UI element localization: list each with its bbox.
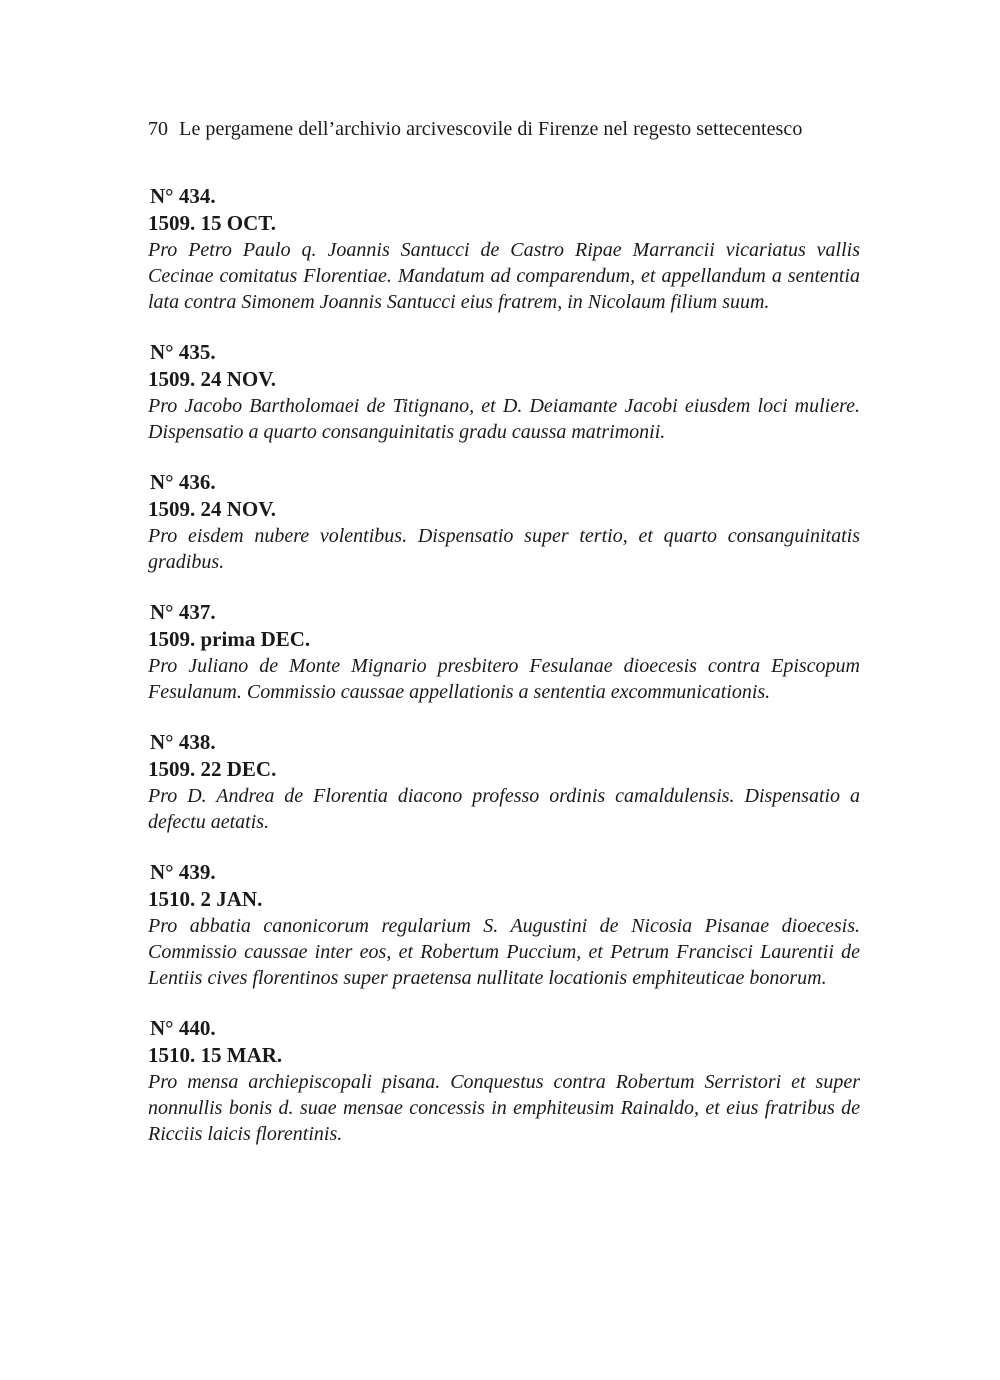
entry-date: 1510. 2 JAN. <box>148 887 263 911</box>
entry-438 <box>148 729 860 835</box>
entry-summary: Pro D. Andrea de Florentia diacono professo ordinis camaldulensis. Dispensatio a defectu aetatis. <box>148 785 860 833</box>
entry-summary: Pro Juliano de Monte Mignario presbitero Fesulanae dioecesis contra Episcopum Fesulanum. Commissio caussae appellationis a sententia excommunicationis. <box>148 655 860 703</box>
entry-number: N° 440. <box>150 1016 216 1040</box>
entry-date: 1509. 22 DEC. <box>148 757 277 781</box>
entry-number: N° 436. <box>150 470 216 494</box>
page-header <box>148 118 802 141</box>
entry-date: 1509. 24 NOV. <box>148 497 276 521</box>
entry-440 <box>148 1015 860 1147</box>
entry-summary: Pro Jacobo Bartholomaei de Titignano, et D. Deiamante Jacobi eiusdem loci muliere. Dispensatio a quarto consanguinitatis gradu caussa matrimonii. <box>148 395 860 443</box>
entry-date: 1509. prima DEC. <box>148 627 311 651</box>
running-title: Le pergamene dell’archivio arcivescovile di Firenze nel regesto settecentesco <box>179 118 803 140</box>
entry-number: N° 438. <box>150 730 216 754</box>
entry-number: N° 434. <box>150 184 216 208</box>
entry-number: N° 439. <box>150 860 216 884</box>
entry-date: 1509. 24 NOV. <box>148 367 276 391</box>
entry-434 <box>148 183 860 315</box>
entry-summary: Pro abbatia canonicorum regularium S. Augustini de Nicosia Pisanae dioecesis. Commissio caussae inter eos, et Robertum Puccium, et Petrum Francisci Laurentii de Lentiis cives florentinos super praetensa nullitate locationis emphiteuticae bonorum. <box>148 915 860 989</box>
entry-summary: Pro eisdem nubere volentibus. Dispensatio super tertio, et quarto consanguinitatis gradibus. <box>148 525 860 573</box>
entry-436 <box>148 469 860 575</box>
entry-summary: Pro mensa archiepiscopali pisana. Conquestus contra Robertum Serristori et super nonnullis bonis d. suae mensae concessis in emphiteusim Rainaldo, et eius fratribus de Ricciis laicis florentinis. <box>148 1071 860 1145</box>
entry-437 <box>148 599 860 705</box>
entry-summary: Pro Petro Paulo q. Joannis Santucci de Castro Ripae Marrancii vicariatus vallis Cecinae comitatus Florentiae. Mandatum ad comparendum, et appellandum a sententia lata contra Simonem Joannis Santucci eius fratrem, in Nicolaum filium suum. <box>148 239 860 313</box>
regesto-entries <box>148 183 860 1147</box>
entry-date: 1510. 15 MAR. <box>148 1043 283 1067</box>
entry-439 <box>148 859 860 991</box>
entry-number: N° 435. <box>150 340 216 364</box>
entry-date: 1509. 15 OCT. <box>148 211 276 235</box>
entry-number: N° 437. <box>150 600 216 624</box>
entry-435 <box>148 339 860 445</box>
page-number: 70 <box>148 118 169 140</box>
